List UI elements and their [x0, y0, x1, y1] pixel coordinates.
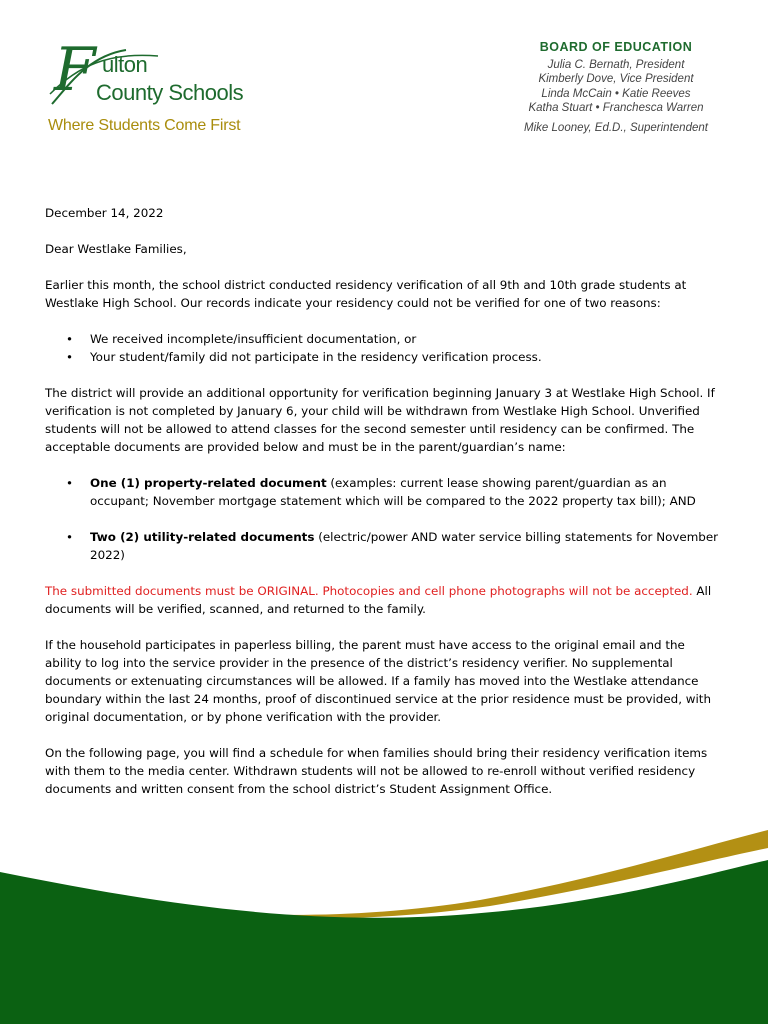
- district-logo: [44, 35, 244, 140]
- superintendent: Mike Looney, Ed.D., Superintendent: [524, 122, 708, 135]
- list-item-text: We received incomplete/insufficient documentation, or: [90, 332, 417, 346]
- letter-salutation: Dear Westlake Families,: [45, 242, 187, 256]
- warning-text: The submitted documents must be ORIGINAL. Photocopies and cell phone photographs will not be accepted.: [45, 584, 693, 598]
- document-requirement-detail: (examples: current lease showing parent/guardian as an occupant; November mortgage statement which will be compared to the 2022 property tax bill); AND: [90, 476, 696, 508]
- letter-body: [45, 204, 725, 816]
- list-item: [45, 474, 725, 510]
- paragraph-original-warning: [45, 582, 725, 618]
- list-item: [45, 528, 725, 564]
- bullet-icon: •: [66, 350, 74, 364]
- logo-f-glyph: F: [54, 35, 96, 105]
- list-item: [45, 330, 725, 348]
- paragraph-opportunity: The district will provide an additional opportunity for verification beginning January 3 at Westlake High School. If verification is not completed by January 6, your child will be withdrawn from Westlake High School. Unverified students will not be allowed to attend classes for the second semester until residency can be confirmed. The acceptable documents are provided below and must be in the parent/guardian’s name:: [45, 386, 715, 454]
- board-member: Kimberly Dove, Vice President: [538, 73, 694, 86]
- document-requirement-detail: (electric/power AND water service billing statements for November 2022): [90, 530, 719, 562]
- board-heading: BOARD OF EDUCATION: [539, 40, 693, 54]
- letter-date: December 14, 2022: [45, 206, 164, 220]
- bullet-icon: •: [66, 332, 74, 346]
- logo-text-line1: ulton: [102, 52, 148, 77]
- document-requirement-title: Two (2) utility-related documents: [90, 530, 315, 544]
- paragraph-intro: Earlier this month, the school district conducted residency verification of all 9th and 10th grade students at Westlake High School. Our records indicate your residency could not be verified for one of two reasons:: [45, 278, 687, 310]
- logo-text-line2: County Schools: [96, 80, 244, 105]
- reasons-list: [45, 330, 725, 366]
- board-member: Linda McCain • Katie Reeves: [541, 87, 691, 100]
- list-item-text: Your student/family did not participate in the residency verification process.: [90, 350, 542, 364]
- logo-tagline: Where Students Come First: [48, 117, 241, 134]
- board-of-education-block: [500, 40, 732, 135]
- bullet-icon: •: [66, 530, 74, 544]
- documents-list: [45, 474, 725, 564]
- paragraph-paperless: If the household participates in paperless billing, the parent must have access to the original email and the ability to log into the service provider in the presence of the district’s residency verifier. No supplemental documents or extenuating circumstances will be allowed. If a family has moved into the Westlake attendance boundary within the last 24 months, proof of discontinued service at the prior residence must be provided, with original documentation, or by phone verification with the provider.: [45, 638, 712, 724]
- board-member: Julia C. Bernath, President: [547, 59, 685, 71]
- bullet-icon: •: [66, 476, 74, 490]
- warning-followup: All documents will be verified, scanned, and returned to the family.: [45, 584, 712, 616]
- footer-wave-decoration: [0, 820, 768, 1024]
- list-item: [45, 348, 725, 366]
- paragraph-schedule: On the following page, you will find a schedule for when families should bring their residency verification items with them to the media center. Withdrawn students will not be allowed to re-enroll without verified residency documents and written consent from the school district’s Student Assignment Office.: [45, 746, 708, 796]
- document-requirement-title: One (1) property-related document: [90, 476, 327, 490]
- board-member: Katha Stuart • Franchesca Warren: [528, 101, 704, 114]
